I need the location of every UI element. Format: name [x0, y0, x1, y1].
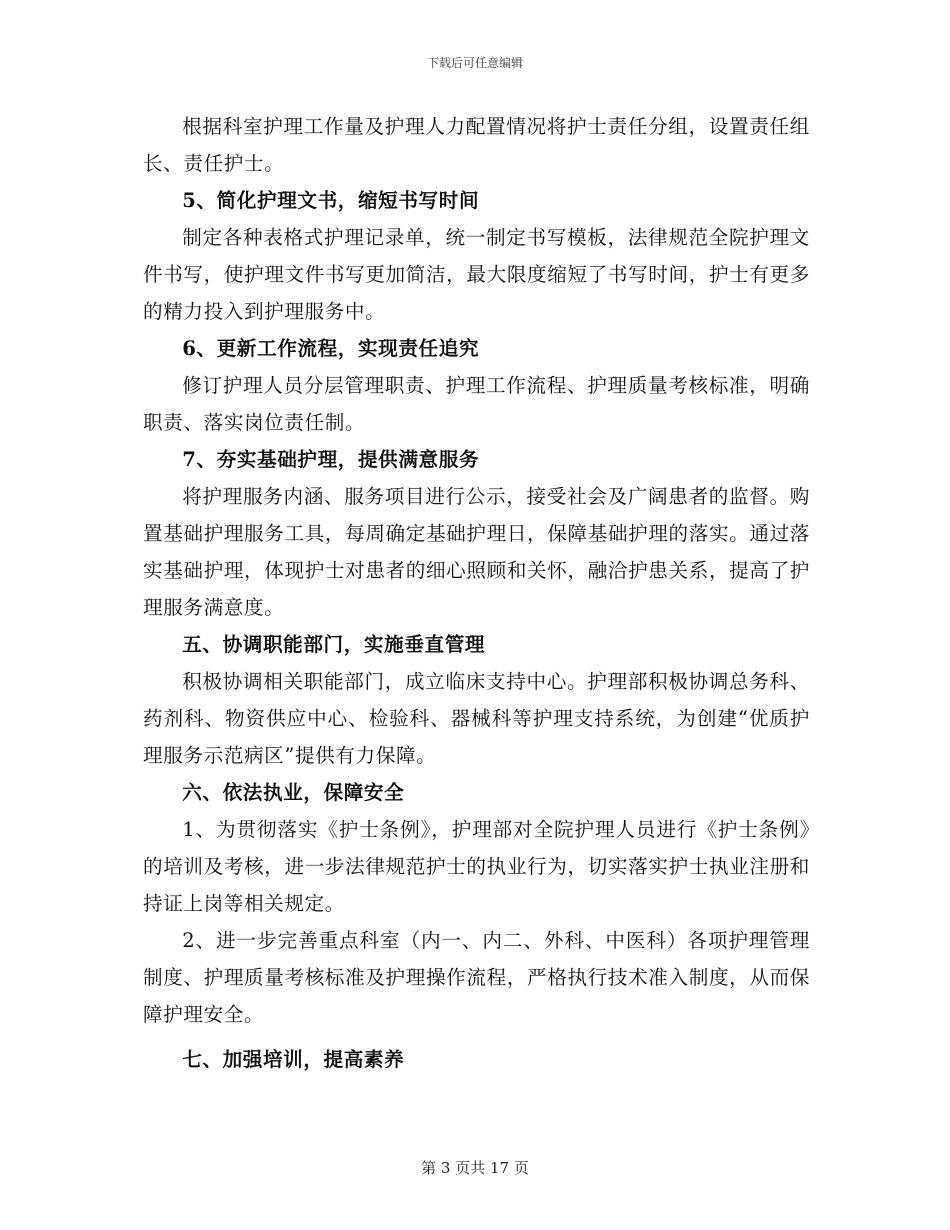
paragraph: 积极协调相关职能部门，成立临床支持中心。护理部积极协调总务科、药剂科、物资供应中心、检验科、器械科等护理支持系统，为创建“优质护理服务示范病区”提供有力保障。 [143, 670, 810, 767]
section-heading: 5、简化护理文书，缩短书写时间 [182, 189, 480, 212]
paragraph: 根据科室护理工作量及护理人力配置情况将护士责任分组，设置责任组长、责任护士。 [143, 115, 810, 175]
section-heading: 六、依法执业，保障安全 [182, 781, 405, 804]
paragraph: 制定各种表格式护理记录单，统一制定书写模板，法律规范全院护理文件书写，使护理文件书写更加简洁，最大限度缩短了书写时间，护士有更多的精力投入到护理服务中。 [143, 226, 810, 323]
page-header: 下载后可任意编辑 [426, 56, 523, 70]
page-footer: 第 3 页共 17 页 [421, 1159, 529, 1177]
document-body [143, 108, 810, 1078]
paragraph: 将护理服务内涵、服务项目进行公示，接受社会及广阔患者的监督。购置基础护理服务工具，每周确定基础护理日，保障基础护理的落实。通过落实基础护理，体现护士对患者的细心照顾和关怀，融洽护患关系，提高了护理服务满意度。 [143, 485, 810, 619]
paragraph: 1、为贯彻落实《护士条例》，护理部对全院护理人员进行《护士条例》的培训及考核，进一步法律规范护士的执业行为，切实落实护士执业注册和持证上岗等相关规定。 [143, 818, 810, 915]
paragraph: 2、进一步完善重点科室（内一、内二、外科、中医科）各项护理管理制度、护理质量考核标准及护理操作流程，严格执行技术准入制度，从而保障护理安全。 [143, 929, 810, 1026]
section-heading: 7、夯实基础护理，提供满意服务 [182, 448, 480, 471]
section-heading: 五、协调职能部门，实施垂直管理 [182, 633, 486, 656]
section-heading: 6、更新工作流程，实现责任追究 [182, 337, 480, 360]
section-heading: 七、加强培训，提高素养 [182, 1048, 405, 1071]
paragraph: 修订护理人员分层管理职责、护理工作流程、护理质量考核标准，明确职责、落实岗位责任制。 [143, 374, 810, 434]
